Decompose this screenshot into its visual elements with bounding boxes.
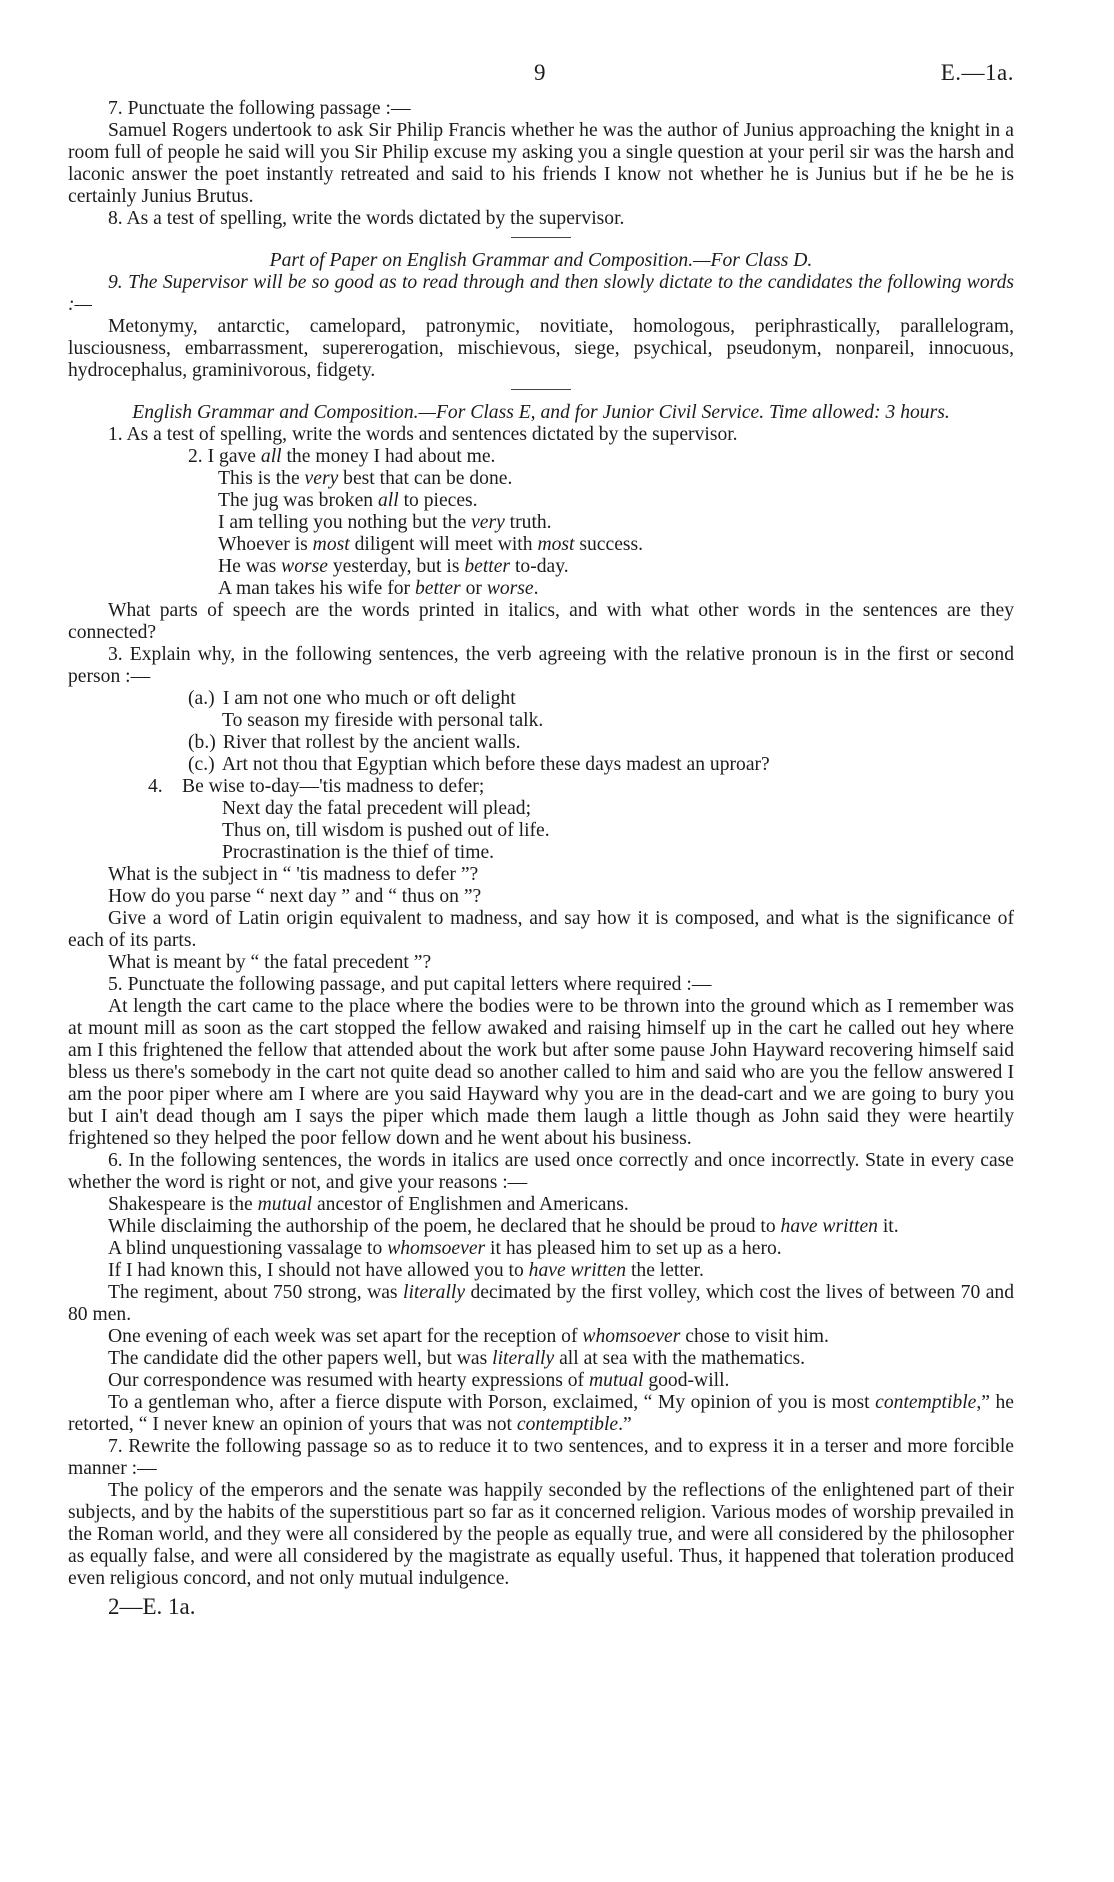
question-3a-text-1: I am not one who much or oft delight	[222, 688, 516, 709]
sentence-text: ancestor of Englishmen and Americans.	[312, 1194, 629, 1215]
question-4-sub-a: What is the subject in “ 'tis madness to defer ”?	[108, 864, 479, 885]
sentence-text: Whoever is	[218, 534, 313, 555]
italic-word: whomsoever	[582, 1326, 681, 1347]
question-8: 8. As a test of spelling, write the words dictated by the supervisor.	[108, 208, 625, 229]
question-4-verse	[68, 776, 1014, 798]
class-e-question-1: 1. As a test of spelling, write the words and sentences dictated by the supervisor.	[108, 424, 738, 445]
sentence-text: chose to visit him.	[680, 1326, 829, 1347]
sentence-text: best that can be done.	[338, 468, 513, 489]
question-6-sentence-9	[68, 1392, 1014, 1436]
question-3a-line-2: To season my fireside with personal talk.	[222, 710, 544, 731]
question-9	[68, 272, 1014, 316]
sentence-text: I am telling you nothing but the	[218, 512, 472, 533]
question-9-text: 9. The Supervisor will be so good as to read through and then slowly dictate to the candidates the following words :—	[68, 272, 1014, 315]
italic-word: better	[414, 578, 461, 599]
sentence-text: While disclaiming the authorship of the poem, he declared that he should be proud to	[108, 1216, 781, 1237]
question-3c-text: Art not thou that Egyptian which before these days madest an uproar?	[221, 754, 770, 775]
question-3-prompt: 3. Explain why, in the following sentences, the verb agreeing with the relative pronoun is in the first or second person :—	[68, 644, 1014, 687]
italic-word: literally	[492, 1348, 555, 1369]
label-c: (c.)	[188, 754, 215, 775]
italic-word: mutual	[589, 1370, 644, 1391]
question-2-sentence-3	[68, 490, 1014, 512]
question-3b-text: River that rollest by the ancient walls.	[222, 732, 521, 753]
question-6-sentence-4	[68, 1260, 1014, 1282]
sentence-text: to-day.	[510, 556, 569, 577]
question-6-sentence-7	[68, 1348, 1014, 1370]
sentence-text: decimated by the first volley, which cost the lives of between 70 and 80 men.	[68, 1282, 1014, 1325]
question-7-rewrite-passage: The policy of the emperors and the senate was happily seconded by the reflections of the enlightened part of their subjects, and by the habits of the superstitious part so far as it concerned religion. Various modes of worship prevailed in the Roman world, and they were all considered by the people as equally true, and were all considered by the philosopher as equally false, and were all considered by the magistrate as equally useful. Thus, it happened that toleration produced even religious concord, and not only mutual indulgence.	[68, 1480, 1014, 1589]
italic-word: literally	[403, 1282, 466, 1303]
sentence-text: A blind unquestioning vassalage to	[108, 1238, 388, 1259]
question-4-sub-d: What is meant by “ the fatal precedent ”?	[108, 952, 432, 973]
sentence-text: it.	[877, 1216, 899, 1237]
italic-word: very	[471, 512, 505, 533]
document-reference: E.—1a.	[940, 60, 1014, 85]
question-6-sentence-2	[68, 1216, 1014, 1238]
sentence-text: the letter.	[626, 1260, 704, 1281]
question-4-verse-line-3: Thus on, till wisdom is pushed out of life.	[222, 820, 550, 841]
question-3a-line-1	[68, 688, 1014, 710]
question-7-prompt: 7. Punctuate the following passage :—	[108, 98, 411, 119]
italic-word: most	[312, 534, 350, 555]
italic-word: contemptible	[516, 1414, 619, 1435]
question-2-sentence-5	[68, 534, 1014, 556]
question-6-sentences	[68, 1194, 1014, 1436]
question-2-sentence-6	[68, 556, 1014, 578]
sentence-text: He was	[218, 556, 282, 577]
sentence-text: diligent will meet with	[349, 534, 538, 555]
question-2-prompt: What parts of speech are the words printed in italics, and with what other words in the sentences are they connected?	[68, 600, 1014, 643]
question-4-verse-line-2: Next day the fatal precedent will plead;	[222, 798, 532, 819]
sentence-text: it has pleased him to set up as a hero.	[485, 1238, 782, 1259]
italic-word: better	[464, 556, 511, 577]
class-e-heading	[68, 402, 1014, 424]
sentence-text: If I had known this, I should not have allowed you to	[108, 1260, 529, 1281]
question-5-passage: At length the cart came to the place where the bodies were to be thrown into the ground which as I remember was at mount mill as soon as the cart stopped the fellow awaked and raising himself up in the cart he called out hey where am I this frightened the fellow that attended about the work but after some pause John Hayward recovering himself said bless us there's somebody in the cart not quite dead so another called to him and said who are you the fellow answered I am the poor piper where am I where are you said Hayward why you are in the dead-cart and we are going to bury you but I ain't dead though am I says the piper which made them laugh a little though as John said they were heartily frightened so they helped the poor fellow down and he went about his business.	[68, 996, 1014, 1149]
question-2-sentence-1	[68, 446, 1014, 468]
sentence-text: yesterday, but is	[327, 556, 465, 577]
sentence-text: .”	[618, 1414, 632, 1435]
question-5-prompt: 5. Punctuate the following passage, and put capital letters where required :—	[108, 974, 712, 995]
italic-word: have written	[780, 1216, 878, 1237]
question-7-rewrite-prompt: 7. Rewrite the following passage so as to reduce it to two sentences, and to express it in a terser and more forcible manner :—	[68, 1436, 1014, 1479]
question-6-sentence-1	[68, 1194, 1014, 1216]
sentence-text: The regiment, about 750 strong, was	[108, 1282, 403, 1303]
class-e-heading-text: English Grammar and Composition.—For Class E, and for Junior Civil Service. Time allowed: 3 hours.	[132, 402, 950, 423]
sentence-text: success.	[574, 534, 644, 555]
question-7-passage: Samuel Rogers undertook to ask Sir Philip Francis whether he was the author of Junius approaching the knight in a room full of people he said will you Sir Philip excuse my asking you a single question at your peril sir was the harsh and laconic answer the poet instantly retreated and said to his friends I know not whether he is Junius but if he be he is certainly Junius Brutus.	[68, 120, 1014, 207]
sentence-text: A man takes his wife for	[218, 578, 415, 599]
question-4-number: 4.	[148, 776, 163, 797]
question-2-sentence-7	[68, 578, 1014, 600]
signature-code: 2—E. 1a.	[108, 1594, 196, 1619]
question-2-sentences	[68, 446, 1014, 600]
dictation-word-list: Metonymy, antarctic, camelopard, patronymic, novitiate, homologous, periphrastically, parallelogram, lusciousness, embarrassment, supererogation, mischievous, siege, psychical, pseudonym, nonpareil, innocuous, hydrocephalus, graminivorous, fidgety.	[68, 316, 1014, 381]
italic-word: very	[304, 468, 339, 489]
sentence-text: Our correspondence was resumed with hearty expressions of	[108, 1370, 589, 1391]
italic-word: all	[260, 446, 282, 467]
page-header	[68, 62, 1014, 98]
sentence-text: good-will.	[643, 1370, 730, 1391]
class-d-heading	[68, 250, 1014, 272]
italic-word: all	[377, 490, 399, 511]
italic-word: contemptible	[875, 1392, 977, 1413]
question-6-sentence-5	[68, 1282, 1014, 1326]
sentence-text: or	[460, 578, 487, 599]
question-2-sentence-2	[68, 468, 1014, 490]
label-a: (a.)	[188, 688, 215, 709]
italic-word: most	[537, 534, 575, 555]
sentence-text: to pieces.	[398, 490, 478, 511]
sentence-text: The jug was broken	[218, 490, 378, 511]
question-6-sentence-3	[68, 1238, 1014, 1260]
question-3b	[68, 732, 1014, 754]
italic-word: have written	[528, 1260, 627, 1281]
sentence-text: the money I had about me.	[281, 446, 496, 467]
page-number: 9	[534, 60, 546, 85]
sentence-text: One evening of each week was set apart for the reception of	[108, 1326, 583, 1347]
question-6-sentence-6	[68, 1326, 1014, 1348]
question-4-sub-b: How do you parse “ next day ” and “ thus on ”?	[108, 886, 482, 907]
sentence-text: Shakespeare is the	[108, 1194, 258, 1215]
sentence-text: To a gentleman who, after a fierce dispute with Porson, exclaimed, “ My opinion of you is most	[108, 1392, 876, 1413]
section-divider	[511, 389, 571, 390]
question-6-sentence-8	[68, 1370, 1014, 1392]
question-4-verse-line-1: Be wise to-day—'tis madness to defer;	[182, 776, 485, 797]
italic-word: worse	[486, 578, 534, 599]
label-b: (b.)	[188, 732, 216, 753]
sentence-text: all at sea with the mathematics.	[554, 1348, 806, 1369]
question-3c	[68, 754, 1014, 776]
sentence-text: The candidate did the other papers well, but was	[108, 1348, 493, 1369]
sentence-text: This is the	[218, 468, 305, 489]
question-4-verse-line-4: Procrastination is the thief of time.	[222, 842, 495, 863]
sentence-text: ,” he retorted, “ I never knew an opinion of yours that was not	[68, 1392, 1014, 1435]
question-6-prompt: 6. In the following sentences, the words in italics are used once correctly and once incorrectly. State in every case whether the word is right or not, and give your reasons :—	[68, 1150, 1014, 1193]
sentence-text: truth.	[504, 512, 552, 533]
italic-word: worse	[281, 556, 328, 577]
question-2-sentence-4	[68, 512, 1014, 534]
sentence-text: .	[533, 578, 539, 599]
italic-word: mutual	[257, 1194, 313, 1215]
sentence-text: 2. I gave	[188, 446, 261, 467]
class-d-heading-text: Part of Paper on English Grammar and Composition.—For Class D.	[269, 250, 813, 271]
italic-word: whomsoever	[387, 1238, 486, 1259]
section-divider	[511, 237, 571, 238]
question-4-sub-c: Give a word of Latin origin equivalent to madness, and say how it is composed, and what is the significance of each of its parts.	[68, 908, 1014, 951]
